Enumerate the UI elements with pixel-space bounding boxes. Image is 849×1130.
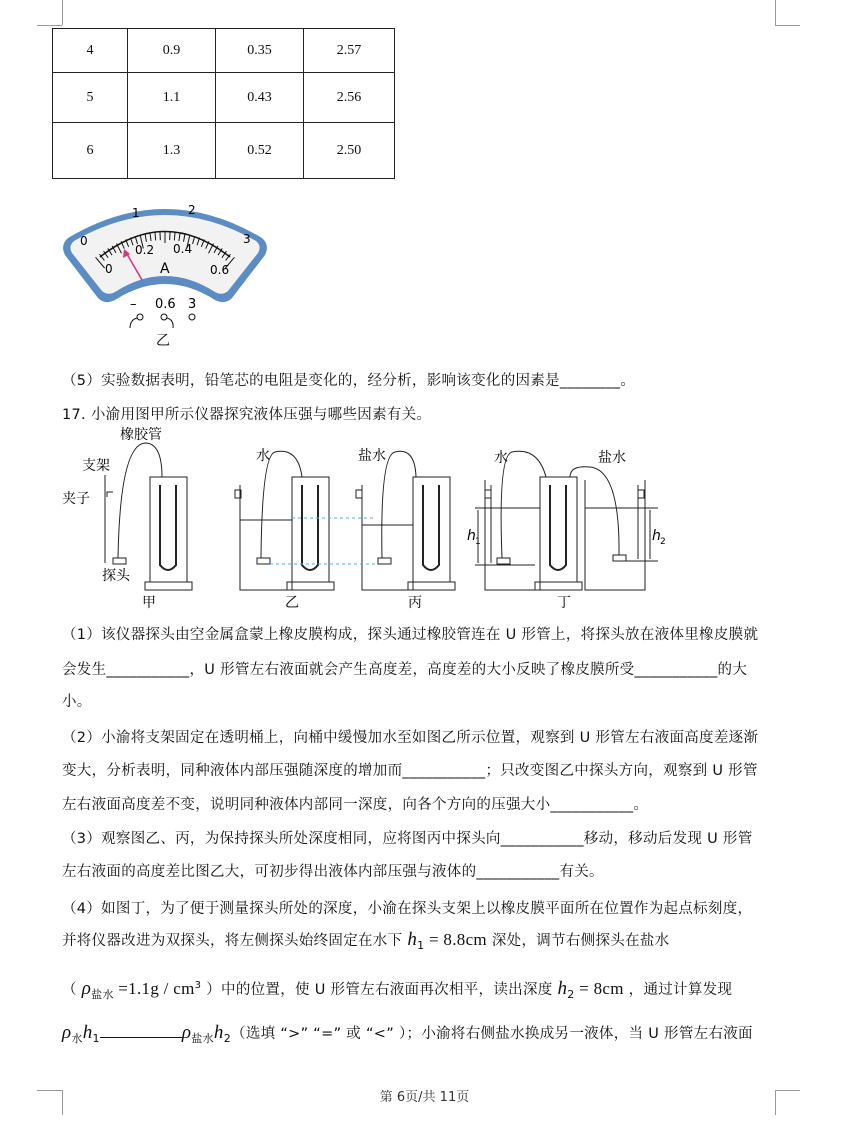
- sub: 盐水: [91, 987, 114, 1001]
- q1-line: 会发生___________，U 形管左右液面就会产生高度差，高度差的大小反映了橡皮膜所受___________的大: [62, 662, 748, 678]
- answer-blank[interactable]: [100, 1023, 182, 1038]
- sub: 盐水: [191, 1031, 214, 1045]
- var-rho: ρ: [81, 978, 92, 999]
- caption-yi: 乙: [285, 595, 299, 611]
- table-cell: 0.9: [128, 29, 216, 73]
- label-h1: h: [467, 528, 476, 544]
- pressure-apparatus-figure: [62, 425, 680, 615]
- q2-line: 变大，分析表明，同种液体内部压强随深度的增加而___________；只改变图乙中探头方向，观察到 U 形管: [62, 763, 758, 779]
- var-h: h: [407, 929, 418, 950]
- table-row: [53, 73, 395, 123]
- sub: 2: [567, 987, 575, 1001]
- label-water: 水: [494, 450, 508, 466]
- table-row: [53, 123, 395, 179]
- sub: 1: [92, 1031, 100, 1045]
- corner-mark: [37, 25, 62, 26]
- scale-label: 1: [132, 206, 140, 220]
- label-probe: 探头: [102, 568, 130, 584]
- terminal-label: 0.6: [155, 297, 176, 312]
- q1-line: （1）该仪器探头由空金属盒蒙上橡皮膜构成，探头通过橡胶管连在 U 形管上，将探头放在液体里橡皮膜就: [62, 627, 759, 643]
- value: = 8cm: [574, 979, 624, 998]
- label-salt-water: 盐水: [358, 448, 386, 464]
- table-cell: 1.3: [128, 123, 216, 179]
- var-rho: ρ: [181, 1022, 192, 1043]
- q3-line: （3）观察图乙、丙，为保持探头所处深度相同，应将图丙中探头向___________移动，移动后发现 U 形管: [62, 831, 753, 847]
- ammeter-figure: [60, 190, 275, 350]
- text: 并将仪器改进为双探头，将左侧探头始终固定在水下: [62, 933, 408, 949]
- scale-label: 2: [188, 203, 196, 217]
- scale-label: 0: [105, 262, 113, 276]
- corner-mark: [775, 0, 776, 25]
- value: =1.1g / cm: [113, 979, 195, 998]
- unit-label: A: [160, 261, 170, 277]
- text: ）中的位置，使 U 形管左右液面再次相平，读出深度: [201, 982, 558, 998]
- page-footer: 第 6页/共 11页: [379, 1090, 470, 1105]
- question-17-title: 17. 小渝用图甲所示仪器探究液体压强与哪些因素有关。: [62, 407, 432, 423]
- figure-caption: 乙: [156, 333, 170, 349]
- label-stand: 支架: [82, 458, 110, 474]
- var-h: h: [82, 1022, 93, 1043]
- corner-mark: [62, 0, 63, 25]
- sup: 3: [194, 980, 202, 992]
- terminal-label: –: [130, 297, 137, 312]
- scale-label: 0.4: [173, 242, 193, 256]
- label-clamp: 夹子: [62, 491, 90, 507]
- sub: 水: [71, 1031, 83, 1045]
- scale-label: 0: [80, 234, 88, 248]
- caption-ding: 丁: [557, 595, 571, 611]
- caption-bing: 丙: [408, 595, 422, 611]
- sub: 1: [417, 938, 425, 952]
- label-h2-sub: 2: [660, 537, 666, 547]
- text: 深处，调节右侧探头在盐水: [486, 933, 670, 949]
- caption-jia: 甲: [142, 595, 156, 611]
- q4-line: [62, 929, 669, 952]
- table-cell: 1.1: [128, 73, 216, 123]
- q1-line: 小。: [62, 694, 92, 710]
- text: ，通过计算发现: [623, 982, 733, 998]
- label-tube: 橡胶管: [120, 427, 162, 443]
- text: （选填 “>” “=” 或 “<” ）；小渝将右侧盐水换成另一液体，当 U 形管左右液面: [231, 1026, 753, 1042]
- table-cell: 0.52: [216, 123, 304, 179]
- table-cell: 0.35: [216, 29, 304, 73]
- var-rho: ρ: [62, 1022, 72, 1043]
- table-cell: 0.43: [216, 73, 304, 123]
- q4-line: [62, 1022, 753, 1046]
- label-salt-water: 盐水: [598, 450, 626, 466]
- label-water: 水: [256, 448, 270, 464]
- terminal-label: 3: [188, 297, 197, 312]
- scale-label: 0.6: [210, 263, 230, 277]
- var-h: h: [213, 1022, 224, 1043]
- q3-line: 左右液面的高度差比图乙大，可初步得出液体内部压强与液体的___________有关。: [62, 864, 604, 880]
- corner-mark: [775, 25, 800, 26]
- q2-line: 左右液面高度差不变，说明同种液体内部同一深度，向各个方向的压强大小___________。: [62, 797, 649, 813]
- table-cell: 5: [53, 73, 128, 123]
- q4-line: （4）如图丁，为了便于测量探头所处的深度，小渝在探头支架上以橡皮膜平面所在位置作为起点标刻度，: [62, 901, 753, 917]
- value: = 8.8cm: [424, 930, 487, 949]
- q2-line: （2）小渝将支架固定在透明桶上，向桶中缓慢加水至如图乙所示位置，观察到 U 形管左右液面高度差逐渐: [62, 730, 759, 746]
- table-cell: 2.56: [304, 73, 395, 123]
- table-cell: 6: [53, 123, 128, 179]
- sub: 2: [223, 1031, 232, 1045]
- table-cell: 2.50: [304, 123, 395, 179]
- table-row: [53, 29, 395, 73]
- var-h: h: [557, 978, 568, 999]
- label-h1-sub: 1: [475, 537, 481, 547]
- data-table: [52, 28, 395, 179]
- q4-line: [62, 978, 732, 1002]
- scale-label: 3: [243, 232, 251, 246]
- label-h2: h: [652, 528, 661, 544]
- question-5: （5）实验数据表明，铅笔芯的电阻是变化的，经分析，影响该变化的因素是________。: [62, 373, 636, 389]
- table-cell: 2.57: [304, 29, 395, 73]
- scale-label: 0.2: [135, 243, 155, 257]
- table-cell: 4: [53, 29, 128, 73]
- text: （: [62, 982, 82, 998]
